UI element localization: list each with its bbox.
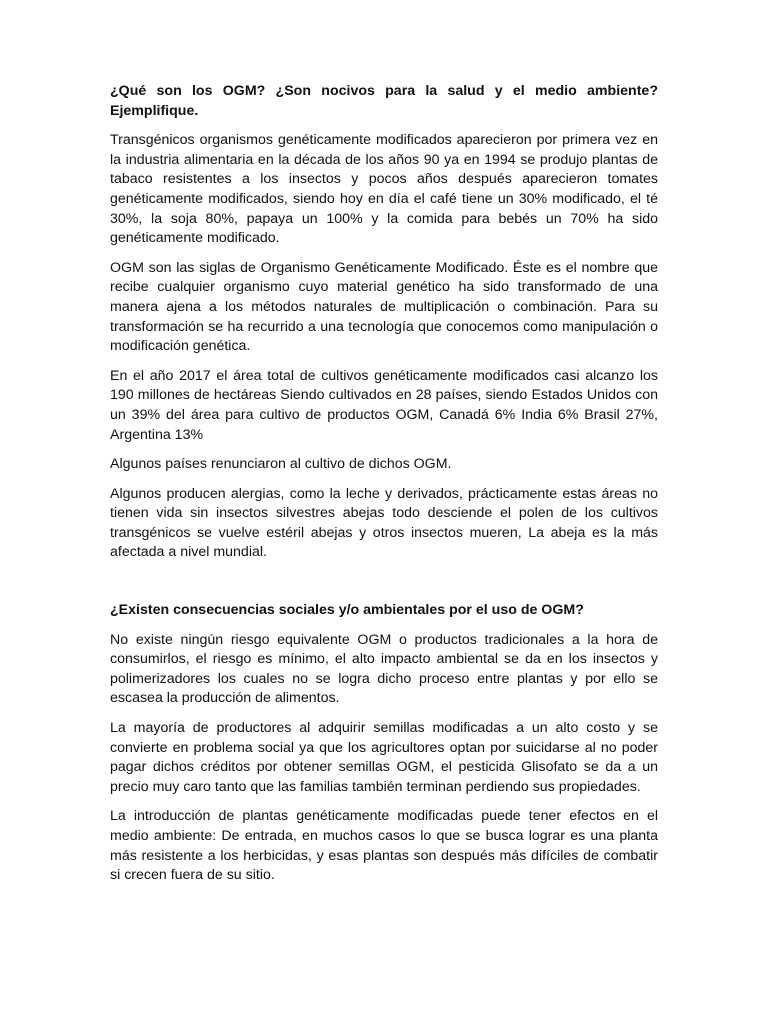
- section1-paragraph-2: OGM son las siglas de Organismo Genéticamente Modificado. Éste es el nombre que recibe cualquier organismo cuyo material genético ha sido transformado de una manera ajena a los métodos naturales de multiplicación o combinación. Para su transformación se ha recurrido a una tecnología que conocemos como manipulación o modificación genética.: [110, 259, 658, 355]
- section2-heading: ¿Existen consecuencias sociales y/o ambientales por el uso de OGM?: [110, 602, 584, 619]
- section1-heading: ¿Qué son los OGM? ¿Son nocivos para la salud y el medio ambiente? Ejemplifique.: [110, 83, 658, 119]
- section2-paragraph-1: No existe ningún riesgo equivalente OGM o productos tradicionales a la hora de consumirlos, el riesgo es mínimo, el alto impacto ambiental se da en los insectos y polimerizadores los cuales no se logra dicho proceso entre plantas y por ello se escasea la producción de alimentos.: [110, 631, 658, 707]
- section1-paragraph-5: Algunos producen alergias, como la leche y derivados, prácticamente estas áreas no tienen vida sin insectos silvestres abejas todo desciende el polen de los cultivos transgénicos se vuelve estéril abejas y otros insectos mueren, La abeja es la más afectada a nivel mundial.: [110, 485, 658, 561]
- section2-paragraph-2: La mayoría de productores al adquirir semillas modificadas a un alto costo y se convierte en problema social ya que los agricultores optan por suicidarse al no poder pagar dichos créditos por obtener semillas OGM, el pesticida Glisofato se da a un precio muy caro tanto que las familias también terminan perdiendo sus propiedades.: [110, 720, 658, 795]
- section2-paragraph-3: La introducción de plantas genéticamente modificadas puede tener efectos en el medio ambiente: De entrada, en muchos casos lo que se busca lograr es una planta más resistente a los herbicidas, y esas plantas son después más difíciles de combatir si crecen fuera de su sitio.: [110, 808, 658, 884]
- section1-paragraph-1: Transgénicos organismos genéticamente modificados aparecieron por primera vez en la industria alimentaria en la década de los años 90 ya en 1994 se produjo plantas de tabaco resistentes a los insectos y pocos años después aparecieron tomates genéticamente modificados, siendo hoy en día el café tiene un 30% modificado, el té 30%, la soja 80%, papaya un 100% y la comida para bebés un 70% ha sido genéticamente modificado.: [110, 132, 658, 247]
- section1-paragraph-4: Algunos países renunciaron al cultivo de dichos OGM.: [110, 456, 452, 473]
- section-spacer: [110, 573, 658, 601]
- section1-paragraph-3: En el año 2017 el área total de cultivos genéticamente modificados casi alcanzo los 190 millones de hectáreas Siendo cultivados en 28 países, siendo Estados Unidos con un 39% del área para cultivo de productos OGM, Canadá 6% India 6% Brasil 27%, Argentina 13%: [110, 367, 658, 443]
- document-page: [110, 82, 658, 896]
